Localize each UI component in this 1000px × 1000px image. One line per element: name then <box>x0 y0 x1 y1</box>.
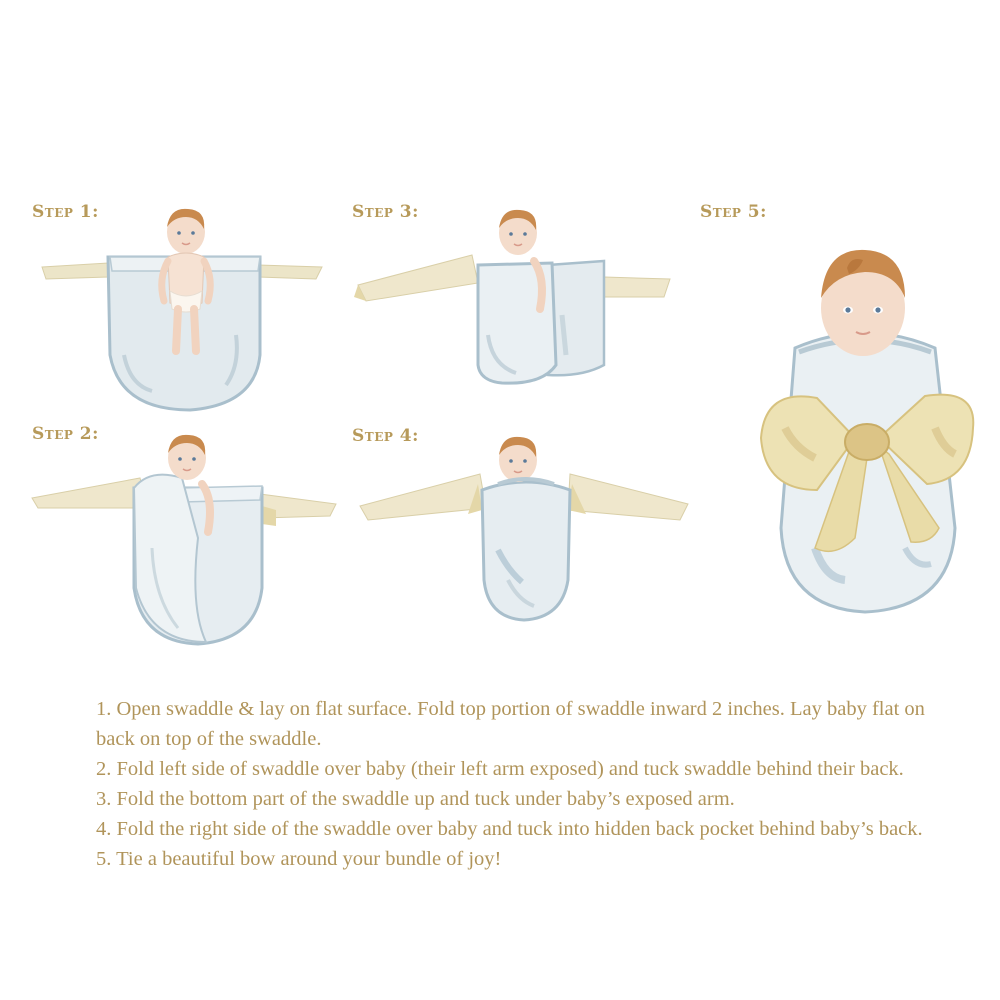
step-4-label: Step 4: <box>352 426 419 446</box>
swaddle-bottom-fold-icon <box>352 205 672 390</box>
instruction-step-1: 1. Open swaddle & lay on flat surface. Fold top portion of swaddle inward 2 inches. Lay baby flat on back on top of the swaddle. <box>96 698 925 750</box>
step-3-label: Step 3: <box>352 202 419 222</box>
step-5-label: Step 5: <box>700 202 767 222</box>
instruction-step-5: 5. Tie a beautiful bow around your bundle of joy! <box>96 848 502 870</box>
swaddle-left-fold-icon <box>30 428 340 648</box>
swaddle-bow-icon <box>755 228 990 618</box>
swaddle-right-fold-icon <box>358 430 693 625</box>
instructions-list <box>96 694 956 874</box>
step-1-label: Step 1: <box>32 202 99 222</box>
step-2-label: Step 2: <box>32 424 99 444</box>
instruction-step-4: 4. Fold the right side of the swaddle over baby and tuck into hidden back pocket behind baby’s back. <box>96 818 923 840</box>
instruction-step-2: 2. Fold left side of swaddle over baby (their left arm exposed) and tuck swaddle behind their back. <box>96 758 904 780</box>
swaddle-open-icon <box>40 205 340 415</box>
instruction-step-3: 3. Fold the bottom part of the swaddle up and tuck under baby’s exposed arm. <box>96 788 735 810</box>
